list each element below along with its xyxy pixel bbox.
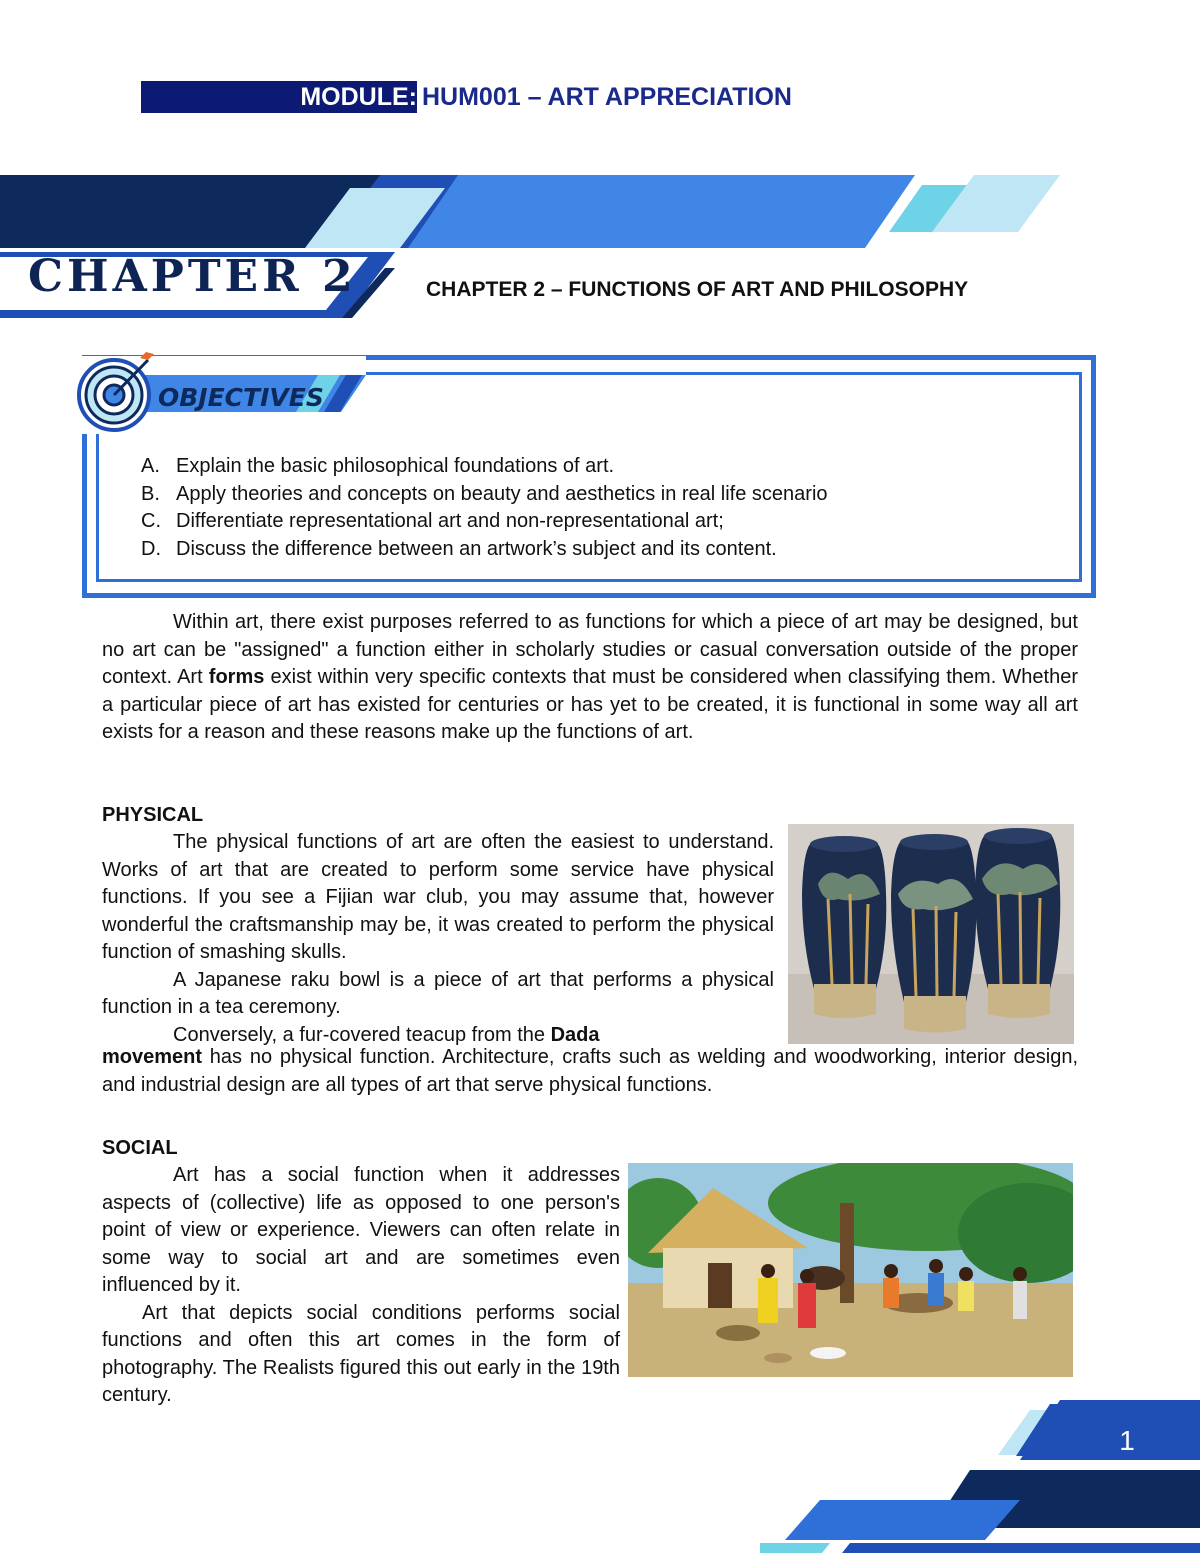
chapter-heading: CHAPTER 2 (28, 251, 357, 302)
social-paragraph-2: Art that depicts social conditions performs social functions and often this art comes in the form of photography. The Realists figured this out early in the 19th century. (102, 1301, 620, 1406)
objectives-badge-label: OBJECTIVES (158, 383, 324, 412)
social-heading: SOCIAL (102, 1137, 178, 1159)
physical-heading: PHYSICAL (102, 804, 204, 826)
social-paragraph-1: Art has a social function when it addresses aspects of (collective) life as opposed to one person's point of view or experience. Viewers can often relate in some way to social art and are sometimes even influenced by it. (102, 1164, 620, 1296)
page-number: 1 (1119, 1425, 1135, 1456)
objective-item: C. Differentiate representational art and non-representational art; (141, 510, 724, 532)
objectives-badge (66, 350, 366, 440)
intro-paragraph: Within art, there exist purposes referred to as functions for which a piece of art may be designed, but no art can be "assigned" a function either in scholarly studies or casual conversation outside of the proper context. Art forms exist within very specific contexts that must be considered when classifying them. Whether a particular piece of art has existed for centuries or has yet to be created, it is functional in some way all art exists for a reason and these reasons make up the functions of art. (102, 611, 1078, 743)
social-text (102, 1162, 620, 1410)
physical-paragraph-2: A Japanese raku bowl is a piece of art that performs a physical function in a tea ceremony. (102, 968, 774, 1018)
objective-item: D. Discuss the difference between an artwork’s subject and its content. (141, 537, 777, 560)
module-label: MODULE: (300, 83, 417, 111)
objective-item: B. Apply theories and concepts on beauty and aesthetics in real life scenario (141, 482, 828, 505)
physical-paragraph-4: movement has no physical function. Architecture, crafts such as welding and woodworking, interior design, and industrial design are all types of art that serve physical functions. (102, 1046, 1078, 1096)
module-title: HUM001 – ART APPRECIATION (422, 83, 792, 111)
chapter-subtitle: CHAPTER 2 – FUNCTIONS OF ART AND PHILOSOPHY (426, 278, 969, 301)
village-painting (628, 1163, 1073, 1377)
physical-paragraph-1: The physical functions of art are often the easiest to understand. Works of art that are created to perform some service have physical functions. If you see a Fijian war club, you may assume that, however wonderful the craftsmanship may be, it was created to perform the physical function of smashing skulls. (102, 831, 774, 963)
vase-left (802, 836, 886, 1018)
objectives-list (141, 453, 1061, 563)
vases-photo (788, 824, 1074, 1044)
physical-paragraph-3: Conversely, a fur-covered teacup from the Dada (173, 1023, 600, 1046)
physical-text (102, 829, 774, 1049)
objective-item: A. Explain the basic philosophical foundations of art. (141, 455, 615, 477)
